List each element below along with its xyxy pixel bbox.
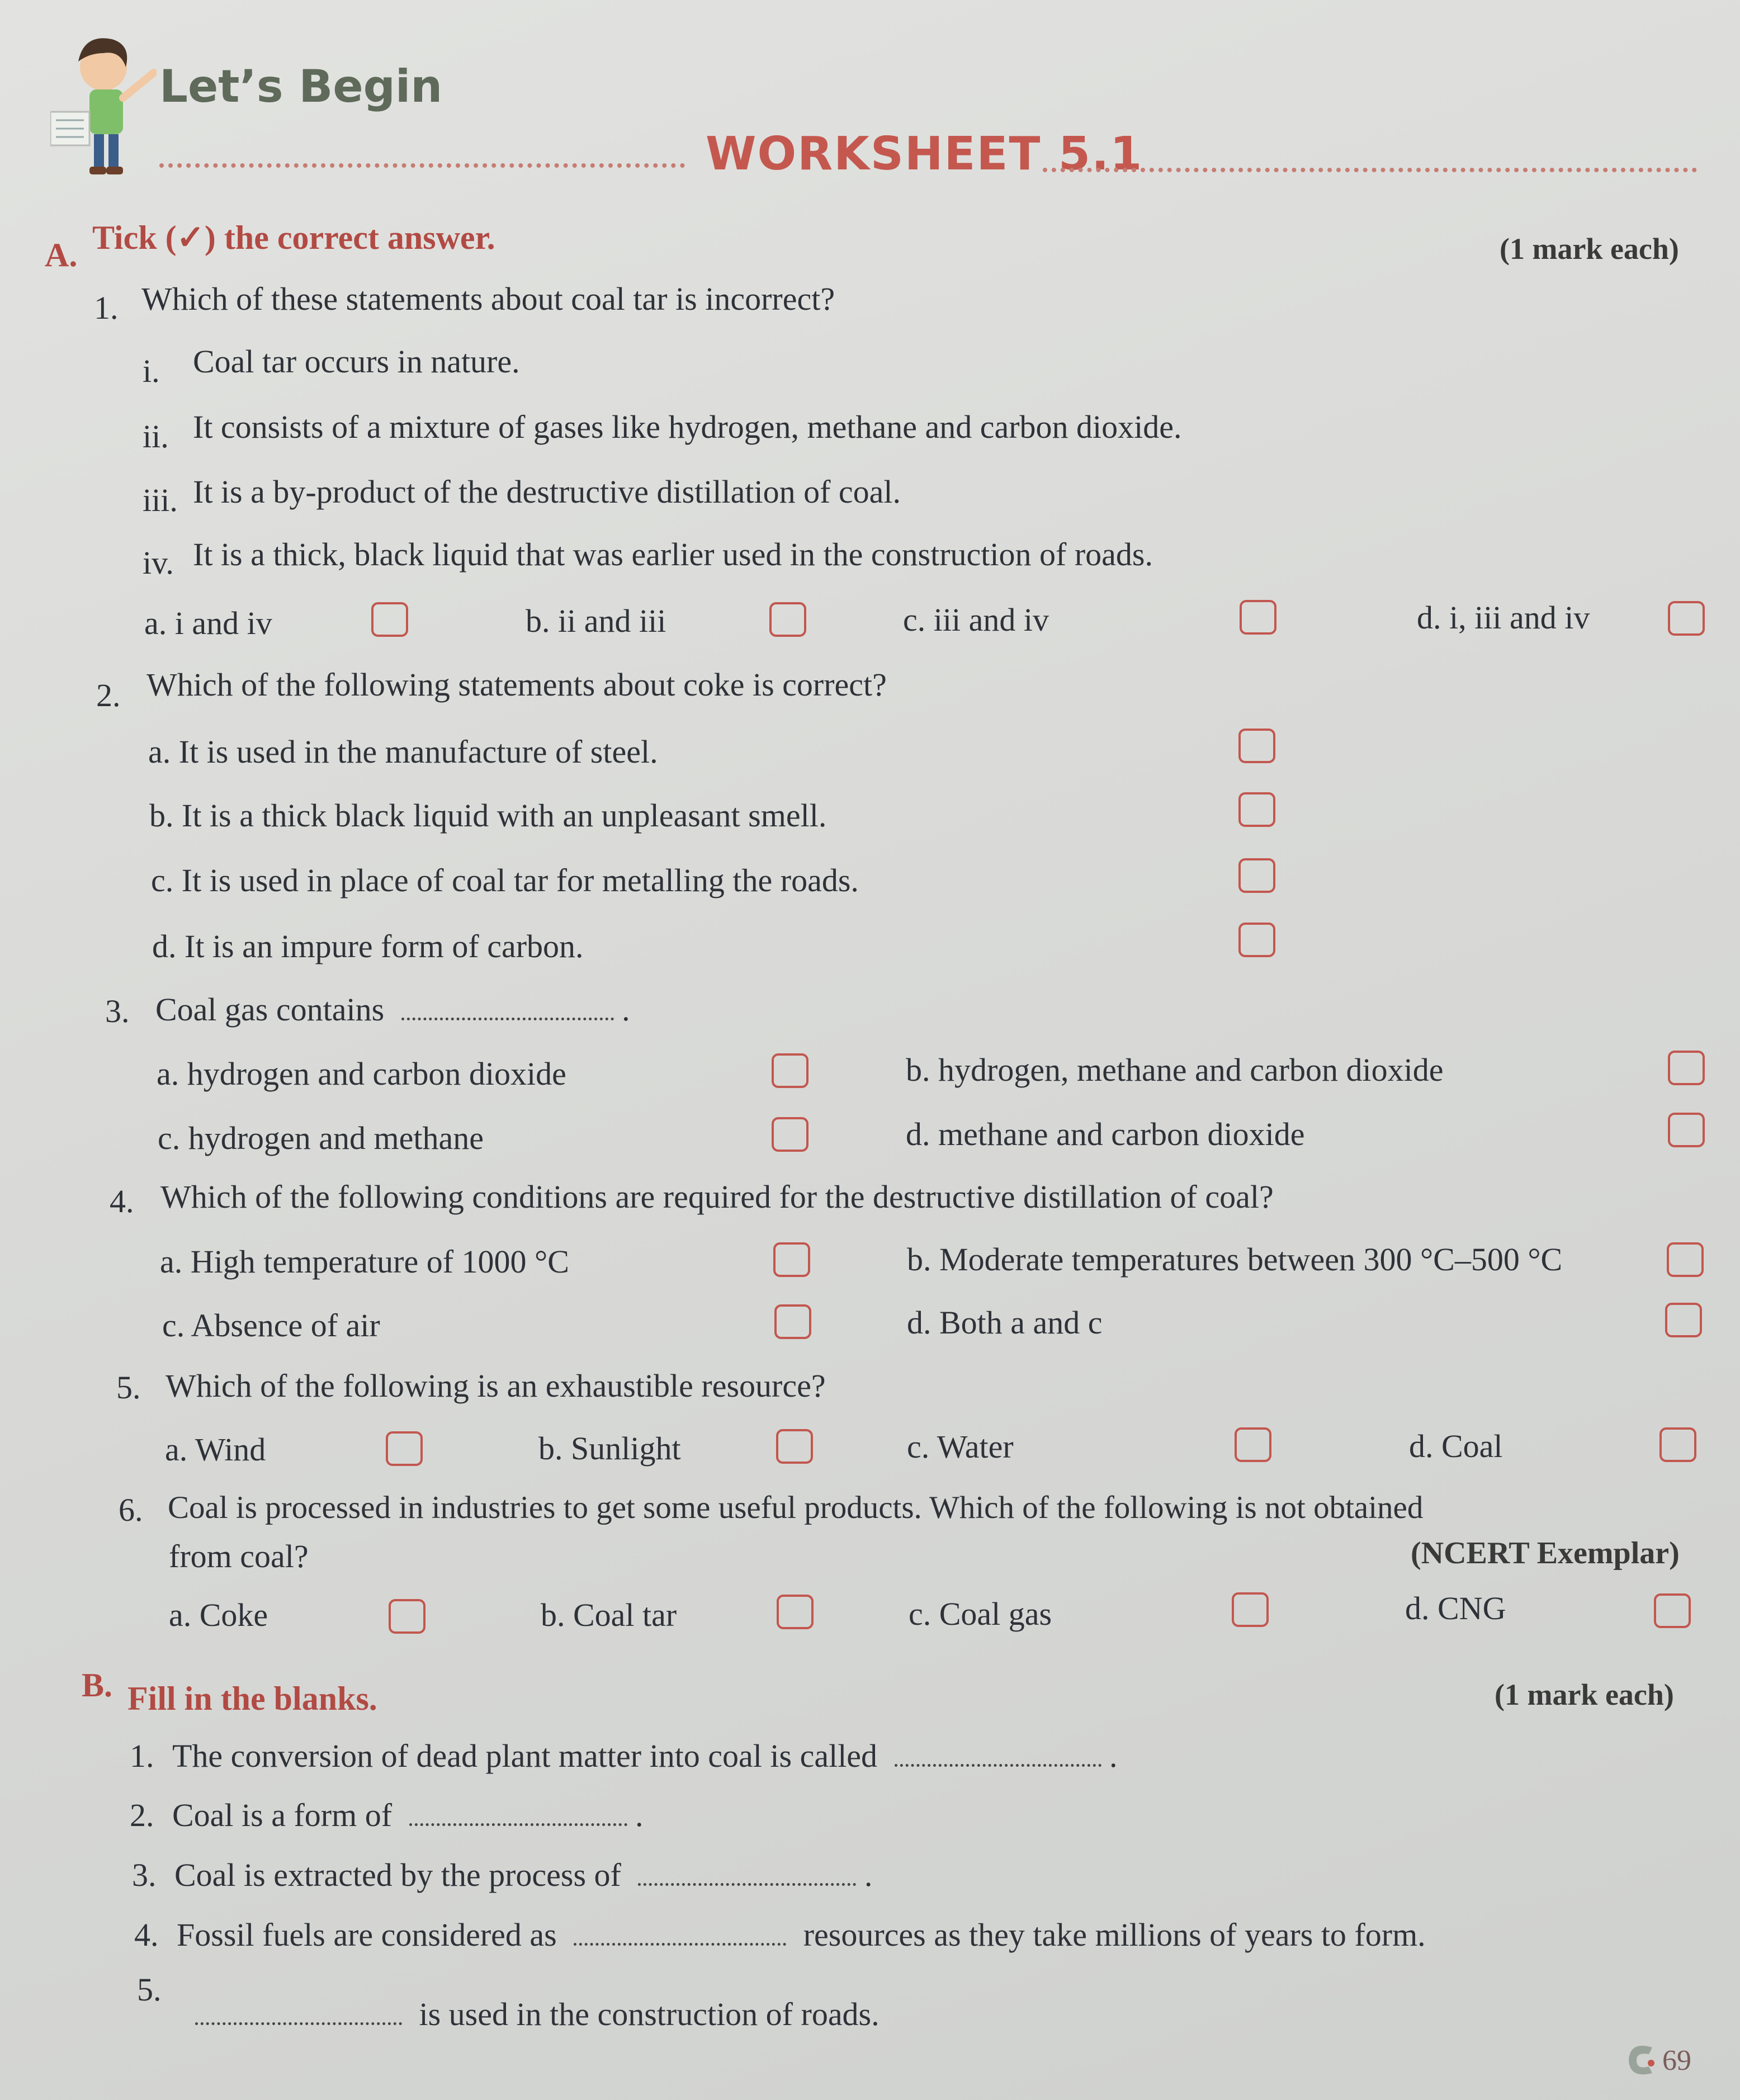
q1-statement-num: ii. xyxy=(143,418,169,455)
fill-item-number: 2. xyxy=(130,1797,154,1833)
q4-number: 4. xyxy=(110,1183,134,1219)
q6-option-c: c. Coal gas xyxy=(909,1596,1052,1632)
q6-checkbox-c[interactable] xyxy=(1232,1592,1269,1627)
q6-checkbox-a[interactable] xyxy=(389,1599,425,1634)
q6-checkbox-b[interactable] xyxy=(777,1595,814,1629)
page-number: 69 xyxy=(1662,2044,1691,2077)
fill-item-end: . xyxy=(635,1797,644,1833)
q4-option-d: d. Both a and c xyxy=(907,1304,1103,1341)
fill-item xyxy=(130,1740,1118,1772)
q6-option-d: d. CNG xyxy=(1405,1590,1506,1626)
section-a-title: Tick (✓) the correct answer. xyxy=(92,219,495,256)
q1-statement-num: iii. xyxy=(143,482,178,518)
q3-blank[interactable] xyxy=(401,1018,614,1020)
q2-checkbox-c[interactable] xyxy=(1238,858,1275,893)
q1-checkbox-a[interactable] xyxy=(371,602,408,637)
fill-item-end: resources as they take millions of years to form. xyxy=(803,1917,1426,1953)
fill-item-number: 4. xyxy=(134,1917,159,1953)
q1-checkbox-c[interactable] xyxy=(1240,600,1276,635)
q1-option-b: b. ii and iii xyxy=(526,603,666,639)
fill-item-number: 3. xyxy=(132,1857,157,1893)
title-divider-right xyxy=(1043,168,1697,172)
q3-checkbox-b[interactable] xyxy=(1668,1051,1705,1085)
q2-option-b: b. It is a thick black liquid with an unpleasant smell. xyxy=(149,797,827,834)
fill-item xyxy=(137,1971,880,2032)
fill-blank[interactable] xyxy=(409,1823,627,1826)
q2-checkbox-a[interactable] xyxy=(1238,729,1275,763)
q4-option-b: b. Moderate temperatures between 300 °C–500 °C xyxy=(907,1241,1563,1278)
q1-option-c: c. iii and iv xyxy=(903,602,1049,638)
section-b-title: Fill in the blanks. xyxy=(127,1680,377,1717)
worksheet-title: WORKSHEET 5.1 xyxy=(706,127,1143,181)
mascot-illustration xyxy=(50,28,157,185)
q3-option-a: a. hydrogen and carbon dioxide xyxy=(157,1056,566,1092)
q3-end: . xyxy=(622,991,630,1028)
boy-reading-icon xyxy=(50,28,157,185)
q4-checkbox-c[interactable] xyxy=(774,1304,811,1339)
fill-item-text: The conversion of dead plant matter into coal is called xyxy=(172,1738,878,1774)
fill-item xyxy=(134,1919,1426,1951)
q5-option-b: b. Sunlight xyxy=(538,1430,681,1467)
q4-checkbox-d[interactable] xyxy=(1665,1303,1702,1337)
q1-statement: It is a thick, black liquid that was earlier used in the construction of roads. xyxy=(193,536,1153,573)
q5-number: 5. xyxy=(116,1369,141,1406)
page-corner-icon xyxy=(1624,2041,1658,2080)
section-a-marks: (1 mark each) xyxy=(1500,232,1679,266)
fill-item-number: 5. xyxy=(137,1971,162,2008)
q6-option-a: a. Coke xyxy=(169,1597,268,1633)
q1-checkbox-b[interactable] xyxy=(769,602,806,637)
q1-statement: Coal tar occurs in nature. xyxy=(193,343,520,380)
q6-checkbox-d[interactable] xyxy=(1654,1593,1691,1628)
q2-checkbox-b[interactable] xyxy=(1238,792,1275,827)
fill-blank[interactable] xyxy=(895,1764,1101,1767)
q6-text-line2: from coal? xyxy=(169,1538,309,1574)
q6-source: (NCERT Exemplar) xyxy=(1411,1536,1680,1571)
q4-checkbox-a[interactable] xyxy=(773,1242,810,1277)
q1-option-a: a. i and iv xyxy=(144,605,272,641)
q1-option-d: d. i, iii and iv xyxy=(1417,599,1590,636)
q2-option-c: c. It is used in place of coal tar for metalling the roads. xyxy=(151,862,859,898)
q5-checkbox-d[interactable] xyxy=(1659,1427,1696,1462)
fill-blank[interactable] xyxy=(574,1943,786,1946)
q3-checkbox-a[interactable] xyxy=(772,1053,808,1088)
q3-option-c: c. hydrogen and methane xyxy=(158,1120,484,1156)
section-b-marks: (1 mark each) xyxy=(1495,1678,1674,1711)
q5-option-a: a. Wind xyxy=(165,1431,266,1468)
q3-stem: Coal gas contains xyxy=(155,991,385,1028)
q2-checkbox-d[interactable] xyxy=(1238,923,1275,957)
fill-item-end: is used in the construction of roads. xyxy=(419,1996,880,2032)
q1-number: 1. xyxy=(94,290,119,326)
lets-begin-title: Let’s Begin xyxy=(159,60,443,112)
q2-option-a: a. It is used in the manufacture of steel. xyxy=(148,734,658,770)
q4-checkbox-b[interactable] xyxy=(1667,1242,1704,1277)
fill-item-number: 1. xyxy=(130,1738,154,1774)
q3-checkbox-d[interactable] xyxy=(1668,1113,1705,1147)
title-divider-left xyxy=(159,163,685,168)
fill-item-text: Fossil fuels are considered as xyxy=(177,1917,557,1953)
fill-item xyxy=(130,1799,644,1832)
fill-item-end: . xyxy=(1109,1738,1118,1774)
q5-text: Which of the following is an exhaustible resource? xyxy=(166,1368,826,1404)
section-a-letter: A. xyxy=(45,237,78,273)
q2-option-d: d. It is an impure form of carbon. xyxy=(152,928,584,964)
q4-option-c: c. Absence of air xyxy=(162,1307,380,1344)
section-b-letter: B. xyxy=(82,1667,113,1704)
q6-text-line1: Coal is processed in industries to get some useful products. Which of the following is not obtained xyxy=(168,1490,1424,1525)
q3-option-b: b. hydrogen, methane and carbon dioxide xyxy=(906,1052,1444,1088)
fill-item xyxy=(132,1859,872,1891)
q3-checkbox-c[interactable] xyxy=(772,1117,808,1152)
q1-statement: It consists of a mixture of gases like hydrogen, methane and carbon dioxide. xyxy=(193,409,1182,445)
q2-text: Which of the following statements about coke is correct? xyxy=(146,666,887,703)
fill-item-text: Coal is extracted by the process of xyxy=(174,1857,621,1893)
q3-option-d: d. methane and carbon dioxide xyxy=(906,1116,1305,1152)
q5-checkbox-a[interactable] xyxy=(386,1431,423,1466)
q5-option-d: d. Coal xyxy=(1409,1428,1503,1464)
fill-item-end: . xyxy=(864,1857,873,1893)
q3-text xyxy=(155,991,630,1028)
q1-statement-num: i. xyxy=(143,353,160,389)
q6-option-b: b. Coal tar xyxy=(541,1597,677,1633)
q3-number: 3. xyxy=(105,993,130,1029)
q2-number: 2. xyxy=(96,677,121,713)
q6-number: 6. xyxy=(119,1492,143,1528)
fill-item-text: Coal is a form of xyxy=(172,1797,393,1833)
q1-statement-num: iv. xyxy=(143,545,174,581)
q4-text: Which of the following conditions are required for the destructive distillation of coal? xyxy=(160,1179,1274,1215)
q5-checkbox-b[interactable] xyxy=(776,1429,813,1464)
fill-blank[interactable] xyxy=(638,1883,856,1886)
q4-option-a: a. High temperature of 1000 °C xyxy=(160,1243,569,1280)
q5-option-c: c. Water xyxy=(907,1429,1014,1465)
page-number-badge xyxy=(1624,2041,1691,2080)
q1-text: Which of these statements about coal tar is incorrect? xyxy=(141,281,835,317)
q5-checkbox-c[interactable] xyxy=(1235,1427,1271,1462)
q1-statement: It is a by-product of the destructive distillation of coal. xyxy=(193,474,901,510)
fill-blank[interactable] xyxy=(195,2022,402,2025)
q1-checkbox-d[interactable] xyxy=(1668,601,1705,636)
